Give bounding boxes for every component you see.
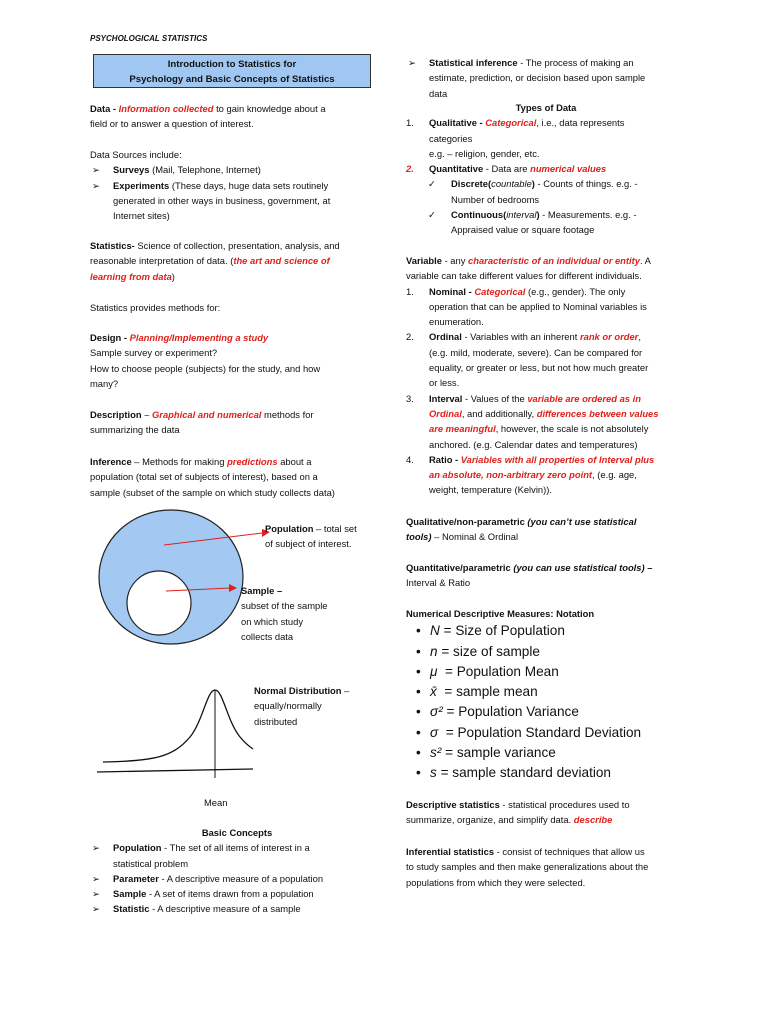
arrow-bullet-icon: ➢ <box>92 842 100 854</box>
basic-concepts-heading: Basic Concepts <box>201 827 273 838</box>
data-sources <box>90 147 380 223</box>
basic-concepts <box>90 825 380 917</box>
data-definition: Data - Information collected to gain knowledge about a <box>90 103 326 114</box>
bullet-icon: • <box>416 684 421 700</box>
sample-label: Sample – subset of the sample on which study collects data <box>241 585 328 642</box>
bullet-icon: • <box>416 745 421 761</box>
title-box <box>93 54 371 88</box>
source-surveys: ➢ Surveys (Mail, Telephone, Internet) <box>90 162 380 177</box>
arrow-bullet-icon: ➢ <box>92 872 100 884</box>
check-icon: ✓ <box>428 178 436 190</box>
notation-item <box>406 662 696 682</box>
data-definition-cont: field or to answer a question of interest. <box>90 118 254 130</box>
bullet-icon: • <box>416 663 421 679</box>
notation-symbol: μ <box>430 663 438 679</box>
notation-item <box>406 763 696 783</box>
title-line-2: Psychology and Basic Concepts of Statistics <box>129 74 335 85</box>
notation-text: = Size of Population <box>439 623 565 639</box>
x-axis <box>97 769 253 772</box>
source-experiments: ➢ Experiments (These days, huge data sets routinely generated in other ways in business, government, at Internet sites) <box>92 179 331 222</box>
check-icon: ✓ <box>428 209 436 221</box>
inferential-statistics: Inferential statistics - consist of techniques that allow us to study samples and then make generalizations about the populations from which they were selected. <box>406 846 649 888</box>
arrow-bullet-icon: ➢ <box>92 164 100 176</box>
arrow-bullet-icon: ➢ <box>92 903 100 915</box>
notation-text: = Population Standard Deviation <box>438 724 642 740</box>
notation-text: = Population Mean <box>437 663 559 679</box>
variable-ordinal: 2. Ordinal - Variables with an inherent rank or order, (e.g. mild, moderate, severe). Can be compared for equality, or greater or less, but not how much greater or less. <box>406 331 649 389</box>
notation-text: = sample standard deviation <box>436 765 611 781</box>
variable-nominal: 1. Nominal - Categorical (e.g., gender). The only operation that can be applied to Nominal variables is enumeration. <box>406 285 647 328</box>
left-column <box>90 101 380 132</box>
notation-item <box>406 702 696 722</box>
arrow-bullet-icon: ➢ <box>408 57 416 68</box>
title-line-1: Introduction to Statistics for <box>167 59 297 70</box>
concept-population: ➢ Population - The set of all items of interest in a statistical problem <box>92 842 310 869</box>
bullet-icon: • <box>416 623 421 639</box>
inference-section: Inference – Methods for making predictions about a population (total set of subjects of interest), based on a sample (subset of the sample on which study collects data) <box>90 456 335 498</box>
methods-intro: Statistics provides methods for: <box>90 302 221 313</box>
variable-section: Variable - any characteristic of an individual or entity. A variable can take different values for different individuals. 1. Nominal - Categorical (e.g., gender). The only operation that can be applied to Nominal variables is enumeration. 2. Ordinal - Variables with an inherent rank or order, (e.g. mild, moderate, severe). Can be compared for equality, or greater or less, but not how much greater or less. 3. Interval - Values of the variable are ordered as in Ordinal, and additionally, differences between values are meaningful, however, the scale is not absolutely anchored. (e.g. Calendar dates and temperatures) 4. Ratio - Variables with all properties of Interval plus an absolute, non-arbitrary zero point, (e.g. age, weight, temperature (Kelvin)). <box>406 253 696 498</box>
variable-interval: 3. Interval - Values of the variable are ordered as in Ordinal, and additionally, differences between values are meaningful, however, the scale is not absolutely anchored. (e.g. Calendar dates and temperatures) <box>406 392 659 450</box>
notation-text: = Population Variance <box>442 704 579 720</box>
notation-symbol: n <box>430 643 438 659</box>
type-discrete: ✓ Discrete(countable) - Counts of things. e.g. - Number of bedrooms <box>428 178 638 205</box>
notation-symbol: x̄ <box>430 684 437 700</box>
type-quantitative: 2. Quantitative - Data are numerical values <box>406 163 607 175</box>
quantitative-parametric: Quantitative/parametric (you can use statistical tools) – Interval & Ratio <box>406 562 653 589</box>
notation-item <box>406 723 696 743</box>
type-continuous: ✓ Continuous(interval) - Measurements. e.g. - Appraised value or square footage <box>428 209 637 236</box>
notation-text: = sample mean <box>436 684 538 700</box>
notation-item <box>406 621 696 641</box>
statistical-inference: ➢ Statistical inference - The process of making an estimate, prediction, or decision based upon sample data <box>408 57 646 99</box>
population-label: Population – total set of subject of interest. <box>265 523 357 550</box>
bell-curve <box>103 690 253 762</box>
notation-item <box>406 642 696 662</box>
variable-ratio: 4. Ratio - Variables with all properties of Interval plus an absolute, non-arbitrary zero point, (e.g. age, weight, temperature (Kelvin)). <box>406 453 655 496</box>
sources-heading: Data Sources include: <box>90 149 182 160</box>
notation-section <box>406 606 696 784</box>
statistics-definition: Statistics- Science of collection, presentation, analysis, and reasonable interpretation of data. (the art and science of learning from data) <box>90 240 340 282</box>
descriptive-statistics: Descriptive statistics - statistical procedures used to summarize, organize, and simplify data. describe <box>406 799 630 826</box>
sample-circle <box>127 571 191 635</box>
bullet-icon: • <box>416 765 421 781</box>
bullet-icon: • <box>416 724 421 740</box>
notation-symbol: s² <box>430 745 442 761</box>
types-of-data <box>406 100 686 238</box>
notation-symbol: σ² <box>430 704 443 720</box>
concept-statistic: ➢ Statistic - A descriptive measure of a sample <box>90 901 380 916</box>
qualitative-nonparametric: Qualitative/non-parametric (you can’t use statistical tools) – Nominal & Ordinal <box>406 516 637 543</box>
mean-label: Mean <box>204 797 228 808</box>
design-section: Design - Planning/Implementing a study Sample survey or experiment? How to choose people (subjects) for the study, and how many? <box>90 332 321 389</box>
type-qualitative: 1. Qualitative - Categorical, i.e., data represents categories e.g. – religion, gender, etc. <box>406 117 625 159</box>
normal-distribution-curve <box>95 685 255 785</box>
notation-text: = sample variance <box>441 745 556 761</box>
notation-text: = size of sample <box>437 643 540 659</box>
description-section: Description – Graphical and numerical methods for summarizing the data <box>90 409 314 436</box>
concept-sample: ➢ Sample - A set of items drawn from a population <box>90 886 380 901</box>
bullet-icon: • <box>416 643 421 659</box>
arrow-bullet-icon: ➢ <box>92 888 100 900</box>
page-header: PSYCHOLOGICAL STATISTICS <box>90 34 208 43</box>
arrow-bullet-icon: ➢ <box>92 179 100 191</box>
notation-item <box>406 743 696 763</box>
notation-item <box>406 682 696 702</box>
notation-symbol: σ <box>430 724 439 740</box>
notation-heading: Numerical Descriptive Measures: Notation <box>406 608 595 619</box>
normal-distribution-label: Normal Distribution – equally/normally distributed <box>254 685 350 727</box>
notation-list <box>406 621 696 783</box>
notation-symbol: N <box>430 623 440 639</box>
bullet-icon: • <box>416 704 421 720</box>
concept-parameter: ➢ Parameter - A descriptive measure of a population <box>90 871 380 886</box>
types-heading: Types of Data <box>515 102 577 113</box>
notation-symbol: s <box>430 765 437 781</box>
